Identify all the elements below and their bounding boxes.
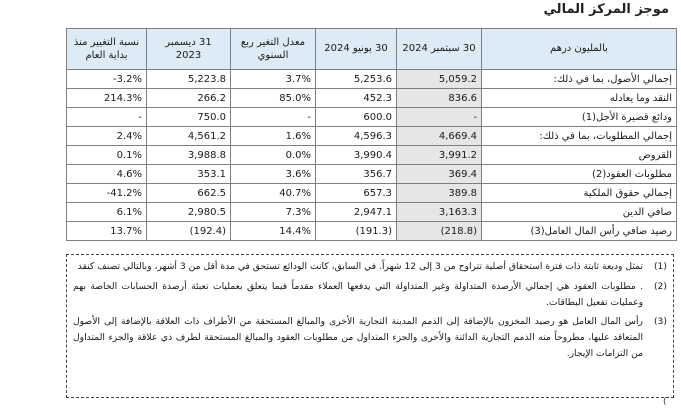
cell-dec-2023: 5,223.8 [147, 70, 231, 89]
cell-dec-2023: 662.5 [147, 184, 231, 203]
table-row [67, 108, 677, 127]
footnote-item [73, 314, 667, 361]
cell-ytd-change: -41.2% [67, 184, 147, 203]
footnote-item [73, 279, 667, 311]
table-row [67, 203, 677, 222]
cell-dec-2023: 2,980.5 [147, 203, 231, 222]
cell-ytd-change: 13.7% [67, 222, 147, 241]
cell-q3-2024: 3,991.2 [397, 146, 482, 165]
table-row [67, 222, 677, 241]
cell-dec-2023: 4,561.2 [147, 127, 231, 146]
row-label: ودائع قصيرة الأجل(1) [482, 108, 677, 127]
footnote-text: تمثل وديعة ثابتة ذات فترة استحقاق أصلية تتراوح من 3 إلى 12 شهراً. في السابق، كانت الودائع تستحق في مدة أقل من 3 أشهر، وبالتالي تصنف كنقد [77, 261, 643, 272]
cell-ytd-change: 0.1% [67, 146, 147, 165]
cell-qoq-change: 3.6% [231, 165, 316, 184]
header-unit: بالمليون درهم [482, 29, 677, 70]
footnote-text: رأس المال العامل هو رصيد المخزون بالإضافة إلى الذمم المدينة التجارية الأخرى والمبالغ المستحقة من الأطراف ذات العلاقة بالإضافة إلى الأصول المتعاقد عليها، مطروحاً منه الذمم التجارية الدائنة والأخرى والجزء المتداول من مطلوبات العقود والمبالغ المستحقة لطرف ذي علاقة والجزء المتداول من التزامات الإيجار. [73, 316, 643, 360]
table-row [67, 146, 677, 165]
table-header-row [67, 29, 677, 70]
cell-q2-2024: 657.3 [316, 184, 397, 203]
cell-qoq-change: 7.3% [231, 203, 316, 222]
cell-ytd-change: -3.2% [67, 70, 147, 89]
cell-q3-2024: 369.4 [397, 165, 482, 184]
cell-q3-2024: 4,669.4 [397, 127, 482, 146]
cell-q2-2024: 2,947.1 [316, 203, 397, 222]
row-label: إجمالي المطلوبات، بما في ذلك: [482, 127, 677, 146]
page-title: موجز المركز المالي [543, 2, 669, 17]
cell-q3-2024: - [397, 108, 482, 127]
cell-q2-2024: 452.3 [316, 89, 397, 108]
row-label: مطلوبات العقود(2) [482, 165, 677, 184]
cell-dec-2023: 750.0 [147, 108, 231, 127]
cell-dec-2023: 3,988.8 [147, 146, 231, 165]
cell-ytd-change: - [67, 108, 147, 127]
table-row [67, 70, 677, 89]
cell-qoq-change: - [231, 108, 316, 127]
cell-q3-2024: 3,163.3 [397, 203, 482, 222]
header-qoq-change: معدل التغير ربع السنوي [231, 29, 316, 70]
cell-q2-2024: 3,990.4 [316, 146, 397, 165]
footnotes-box [66, 254, 674, 398]
cell-qoq-change: 0.0% [231, 146, 316, 165]
cell-dec-2023: (192.4) [147, 222, 231, 241]
cell-qoq-change: 1.6% [231, 127, 316, 146]
footnote-marker: (3) [653, 316, 667, 328]
cell-ytd-change: 6.1% [67, 203, 147, 222]
cell-ytd-change: 2.4% [67, 127, 147, 146]
footnote-marker: (2) [653, 280, 667, 292]
cell-ytd-change: 4.6% [67, 165, 147, 184]
header-dec-2023: 31 ديسمبر 2023 [147, 29, 231, 70]
cell-q3-2024: 836.6 [397, 89, 482, 108]
cell-q2-2024: 5,253.6 [316, 70, 397, 89]
table-row [67, 89, 677, 108]
cell-q3-2024: 389.8 [397, 184, 482, 203]
financial-position-table [66, 28, 677, 241]
header-ytd-change: نسبة التغيير منذ بداية العام [67, 29, 147, 70]
table-row [67, 184, 677, 203]
table-row [67, 127, 677, 146]
row-label: إجمالي الأصول، بما في ذلك: [482, 70, 677, 89]
row-label: النقد وما يعادله [482, 89, 677, 108]
footnote-marker: (1) [653, 261, 667, 272]
header-q3-2024: 30 سبتمبر 2024 [397, 29, 482, 70]
cell-qoq-change: 3.7% [231, 70, 316, 89]
row-label: رصيد صافي رأس المال العامل(3) [482, 222, 677, 241]
page-corner-mark: ( [663, 397, 667, 407]
cell-q3-2024: (218.8) [397, 222, 482, 241]
row-label: القروض [482, 146, 677, 165]
header-q2-2024: 30 يونيو 2024 [316, 29, 397, 70]
footnote-text: . مطلوبات العقود هي إجمالي الأرصدة المتداولة وغير المتداولة التي يدفعها العملاء مقدماً فيما يتعلق بعمليات تعبئة أرصدة الحسابات الخاصة بهم وعمليات تفعيل البطاقات. [73, 280, 643, 308]
cell-dec-2023: 266.2 [147, 89, 231, 108]
cell-dec-2023: 353.1 [147, 165, 231, 184]
row-label: إجمالي حقوق الملكية [482, 184, 677, 203]
cell-q2-2024: 600.0 [316, 108, 397, 127]
cell-q2-2024: (191.3) [316, 222, 397, 241]
footnote-item [73, 259, 667, 275]
cell-qoq-change: 40.7% [231, 184, 316, 203]
table-row [67, 165, 677, 184]
cell-q3-2024: 5,059.2 [397, 70, 482, 89]
cell-q2-2024: 4,596.3 [316, 127, 397, 146]
cell-q2-2024: 356.7 [316, 165, 397, 184]
row-label: صافي الدين [482, 203, 677, 222]
cell-qoq-change: 14.4% [231, 222, 316, 241]
cell-qoq-change: 85.0% [231, 89, 316, 108]
cell-ytd-change: 214.3% [67, 89, 147, 108]
